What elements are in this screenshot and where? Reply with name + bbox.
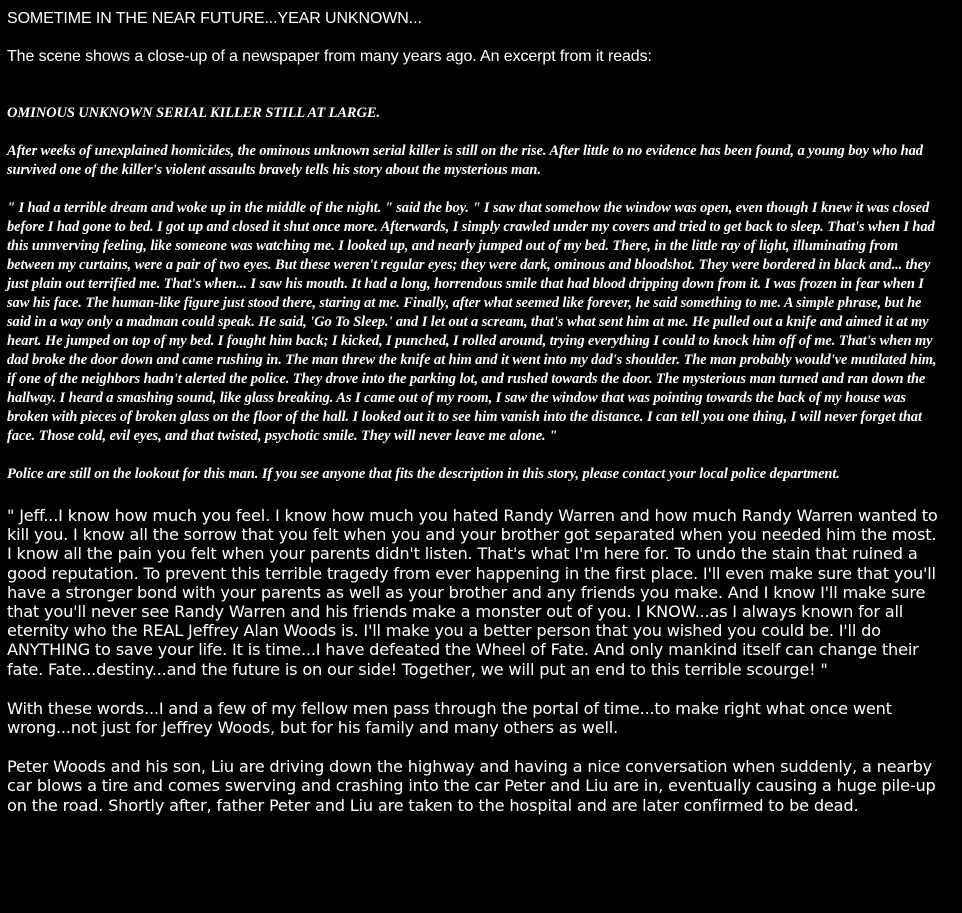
time-travel-paragraph: With these words...I and a few of my fellow men pass through the portal of time...to make right what once went wrong...not just for Jeffrey Woods, but for his family and many others as well. bbox=[7, 698, 892, 738]
newspaper-closing-paragraph: Police are still on the lookout for this man. If you see anyone that fits the description in this story, please contact your local police department. bbox=[7, 466, 840, 482]
accident-paragraph: Peter Woods and his son, Liu are driving down the highway and having a nice conversation when suddenly, a nearby car blows a tire and comes swerving and crashing into the car Peter and Liu are in, eventually causing a huge pile-up on the road. Shortly after, father Peter and Liu are taken to the hospital and are later confirmed to be dead. bbox=[7, 757, 936, 815]
narration-section bbox=[7, 506, 942, 815]
time-caption: SOMETIME IN THE NEAR FUTURE...YEAR UNKNOWN... bbox=[7, 10, 422, 27]
newspaper-lead-paragraph: After weeks of unexplained homicides, the ominous unknown serial killer is still on the rise. After little to no evidence has been found, a young boy who had survived one of the killer's violent assaults bravely tells his story about the mysterious man. bbox=[7, 143, 923, 178]
newspaper-headline: OMINOUS UNKNOWN SERIAL KILLER STILL AT LARGE. bbox=[7, 105, 380, 121]
scene-caption: The scene shows a close-up of a newspaper from many years ago. An excerpt from it reads: bbox=[7, 48, 652, 65]
newspaper-excerpt bbox=[7, 104, 942, 484]
witness-account-paragraph: " I had a terrible dream and woke up in the middle of the night. " said the boy. " I saw that somehow the window was open, even though I knew it was closed before I had gone to bed. I got up and closed it shut once more. Afterwards, I simply crawled under my covers and tried to get back to sleep. That's when I had this unnverving feeling, like someone was watching me. I looked up, and nearly jumped out of my bed. There, in the little ray of light, illuminating from between my curtains, were a pair of two eyes. But these weren't regular eyes; they were dark, ominous and bloodshot. They were bordered in black and... they just plain out terrified me. That's when... I saw his mouth. It had a long, horrendous smile that had blood dripping down from it. I was frozen in fear when I saw his face. The human-like figure just stood there, staring at me. Finally, after what seemed like forever, he said something to me. A simple phrase, but he said in a way only a madman could speak. He said, 'Go To Sleep.' and I let out a scream, that's what sent him at me. He pulled out a knife and aimed it at my heart. He jumped on top of my bed. I fought him back; I kicked, I punched, I rolled around, trying everything I could to knock him off of me. That's when my dad broke the door down and came rushing in. The man threw the knife at him and it went into my dad's shoulder. The man probably would've mutilated him, if one of the neighbors hadn't alerted the police. They drove into the parking lot, and rushed towards the door. The mysterious man turned and ran down the hallway. I heard a smashing sound, like glass breaking. As I came out of my room, I saw the window that was pointing towards the back of my house was broken with pieces of broken glass on the floor of the hall. I looked out it to see him vanish into the distance. I can tell you one thing, I will never forget that face. Those cold, evil eyes, and that twisted, psychotic smile. They will never leave me alone. " bbox=[7, 200, 937, 444]
speech-to-jeff-paragraph: " Jeff...I know how much you feel. I know how much you hated Randy Warren and how much Randy Warren wanted to kill you. I know all the sorrow that you felt when you and your brother got separated when you needed him the most. I know all the pain you felt when your parents didn't listen. That's what I'm here for. To undo the stain that ruined a good reputation. To prevent this terrible tragedy from ever happening in the first place. I'll even make sure that you'll have a stronger bond with your parents as well as your brother and any friends you make. And I know I'll make sure that you'll never see Randy Warren and his friends make a monster out of you. I KNOW...as I always known for all eternity who the REAL Jeffrey Alan Woods is. I'll make you a better person that you wished you could be. I'll do ANYTHING to save your life. It is time...I have defeated the Wheel of Fate. And only mankind itself can change their fate. Fate...destiny...and the future is on our side! Together, we will put an end to this terrible scourge! " bbox=[7, 506, 938, 679]
